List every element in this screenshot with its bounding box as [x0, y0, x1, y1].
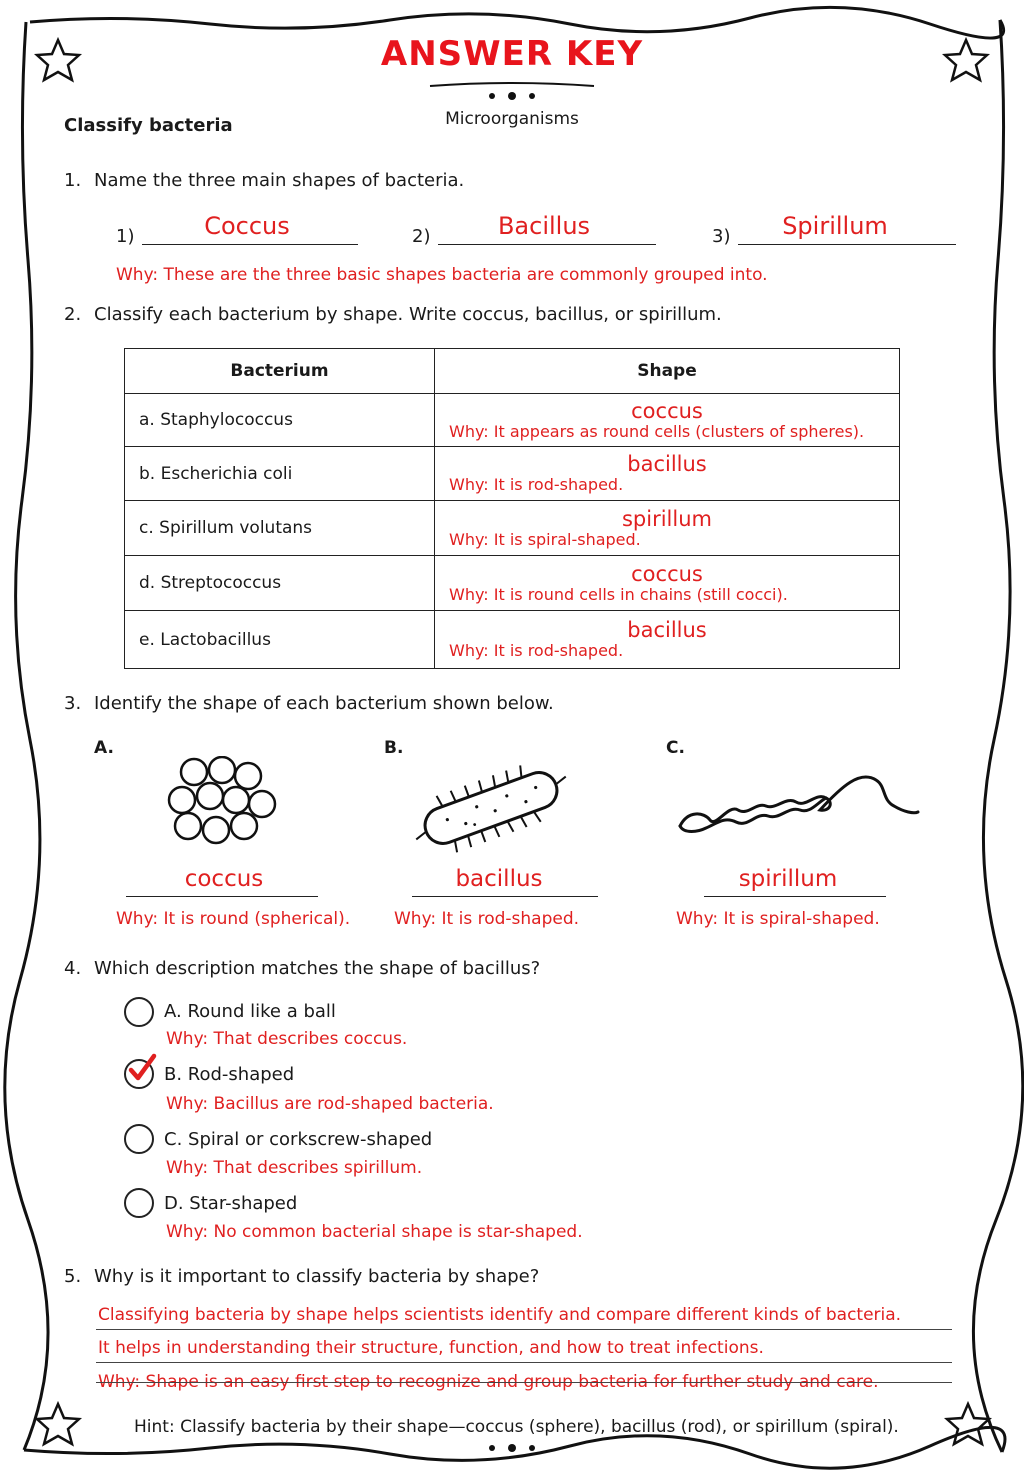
column-header-bacterium: Bacterium: [125, 349, 435, 394]
option-b-explanation: Why: Bacillus are rod-shaped bacteria.: [166, 1094, 494, 1114]
table-row: [125, 394, 900, 447]
answer-blank: [438, 244, 656, 245]
question-number: 5.: [64, 1266, 82, 1287]
option-b-text: B. Rod-shaped: [164, 1064, 295, 1085]
classification-table: [124, 348, 900, 669]
shape-explanation: Why: It is round cells in chains (still cocci).: [449, 584, 788, 604]
shape-cell: [435, 501, 900, 556]
question-number: 2.: [64, 304, 82, 325]
option-d-radio[interactable]: [124, 1188, 154, 1218]
q1-explanation: Why: These are the three basic shapes bacteria are commonly grouped into.: [116, 265, 768, 285]
question-1: [64, 170, 464, 191]
image-c-explanation: Why: It is spiral-shaped.: [676, 909, 880, 929]
table-row: [125, 447, 900, 501]
answer-blank: [412, 896, 598, 897]
answer-image-b: bacillus: [455, 866, 543, 892]
option-c-text: C. Spiral or corkscrew-shaped: [164, 1129, 433, 1150]
answer-shape-2: Bacillus: [497, 212, 591, 240]
shape-answer: coccus: [631, 561, 703, 586]
shape-answer: spirillum: [621, 506, 712, 531]
answer-blank: [142, 244, 358, 245]
question-text: Name the three main shapes of bacteria.: [94, 170, 465, 191]
answer-image-a: coccus: [184, 866, 264, 892]
question-number: 4.: [64, 958, 82, 979]
shape-explanation: Why: It is rod-shaped.: [449, 475, 624, 494]
answer-blank: [738, 244, 956, 245]
question-5: [64, 1266, 539, 1287]
slot-2-label: 2): [412, 226, 431, 247]
option-d-text: D. Star-shaped: [164, 1193, 298, 1214]
title-flourish: [430, 83, 594, 100]
answer-shape-1: Coccus: [204, 212, 290, 240]
worksheet-subject: Microorganisms: [445, 109, 579, 129]
column-header-shape: Shape: [435, 349, 900, 394]
checkmark-icon: [124, 1052, 158, 1086]
spirillum-spiral-icon: [670, 766, 922, 846]
table-header-row: [125, 349, 900, 394]
answer-line-2: It helps in understanding their structure, function, and how to treat infections.: [98, 1338, 764, 1358]
answer-blank: [126, 896, 318, 897]
image-label-b: B.: [384, 738, 404, 758]
option-c-explanation: Why: That describes spirillum.: [166, 1158, 423, 1178]
image-a-explanation: Why: It is round (spherical).: [116, 909, 351, 929]
question-text: Classify each bacterium by shape. Write coccus, bacillus, or spirillum.: [94, 304, 722, 325]
shape-explanation: Why: It appears as round cells (clusters of spheres).: [449, 421, 865, 441]
bacillus-rod-icon: [406, 756, 576, 860]
answer-line-1: Classifying bacteria by shape helps scientists identify and compare different kinds of bacteria.: [98, 1305, 902, 1325]
writing-line: [96, 1382, 952, 1383]
slot-1-label: 1): [116, 226, 135, 247]
writing-line: [96, 1329, 952, 1330]
slot-3-label: 3): [712, 226, 731, 247]
answer-line-3: Why: Shape is an easy first step to recognize and group bacteria for further study and care.: [98, 1372, 879, 1392]
answer-shape-3: Spirillum: [782, 212, 888, 240]
question-text: Why is it important to classify bacteria by shape?: [94, 1266, 540, 1287]
shape-cell: [435, 447, 900, 501]
option-a-explanation: Why: That describes coccus.: [166, 1029, 408, 1049]
hint-text: Hint: Classify bacteria by their shape—coccus (sphere), bacillus (rod), or spirillum (spiral).: [134, 1417, 899, 1437]
shape-answer: bacillus: [627, 618, 707, 642]
footer-flourish: [489, 1444, 535, 1452]
option-c-radio[interactable]: [124, 1124, 154, 1154]
writing-line: [96, 1362, 952, 1363]
question-2: [64, 304, 722, 325]
shape-explanation: Why: It is rod-shaped.: [449, 641, 624, 660]
question-4: [64, 958, 540, 979]
question-text: Which description matches the shape of bacillus?: [94, 958, 541, 979]
answer-image-c: spirillum: [738, 866, 838, 892]
shape-cell: [435, 611, 900, 669]
coccus-cluster-icon: [160, 756, 284, 850]
page-title: ANSWER KEY: [380, 34, 644, 74]
bacterium-cell: b. Escherichia coli: [125, 447, 435, 501]
question-number: 3.: [64, 693, 82, 714]
question-text: Identify the shape of each bacterium shown below.: [94, 693, 554, 714]
bacterium-cell: a. Staphylococcus: [125, 394, 435, 447]
answer-blank: [704, 896, 886, 897]
image-label-c: C.: [666, 738, 685, 758]
image-label-a: A.: [94, 738, 114, 758]
option-d-explanation: Why: No common bacterial shape is star-shaped.: [166, 1222, 583, 1242]
bacterium-cell: d. Streptococcus: [125, 556, 435, 611]
shape-cell: [435, 556, 900, 611]
shape-answer: bacillus: [627, 452, 707, 476]
shape-answer: coccus: [631, 398, 703, 423]
question-3: [64, 693, 554, 714]
shape-cell: [435, 394, 900, 447]
table-row: [125, 611, 900, 669]
table-row: [125, 556, 900, 611]
bacterium-cell: e. Lactobacillus: [125, 611, 435, 669]
image-b-explanation: Why: It is rod-shaped.: [394, 909, 580, 929]
shape-explanation: Why: It is spiral-shaped.: [449, 529, 641, 549]
worksheet-topic: Classify bacteria: [64, 115, 233, 136]
table-row: [125, 501, 900, 556]
option-a-text: A. Round like a ball: [164, 1001, 336, 1022]
option-a-radio[interactable]: [124, 997, 154, 1027]
question-number: 1.: [64, 170, 82, 191]
bacterium-cell: c. Spirillum volutans: [125, 501, 435, 556]
